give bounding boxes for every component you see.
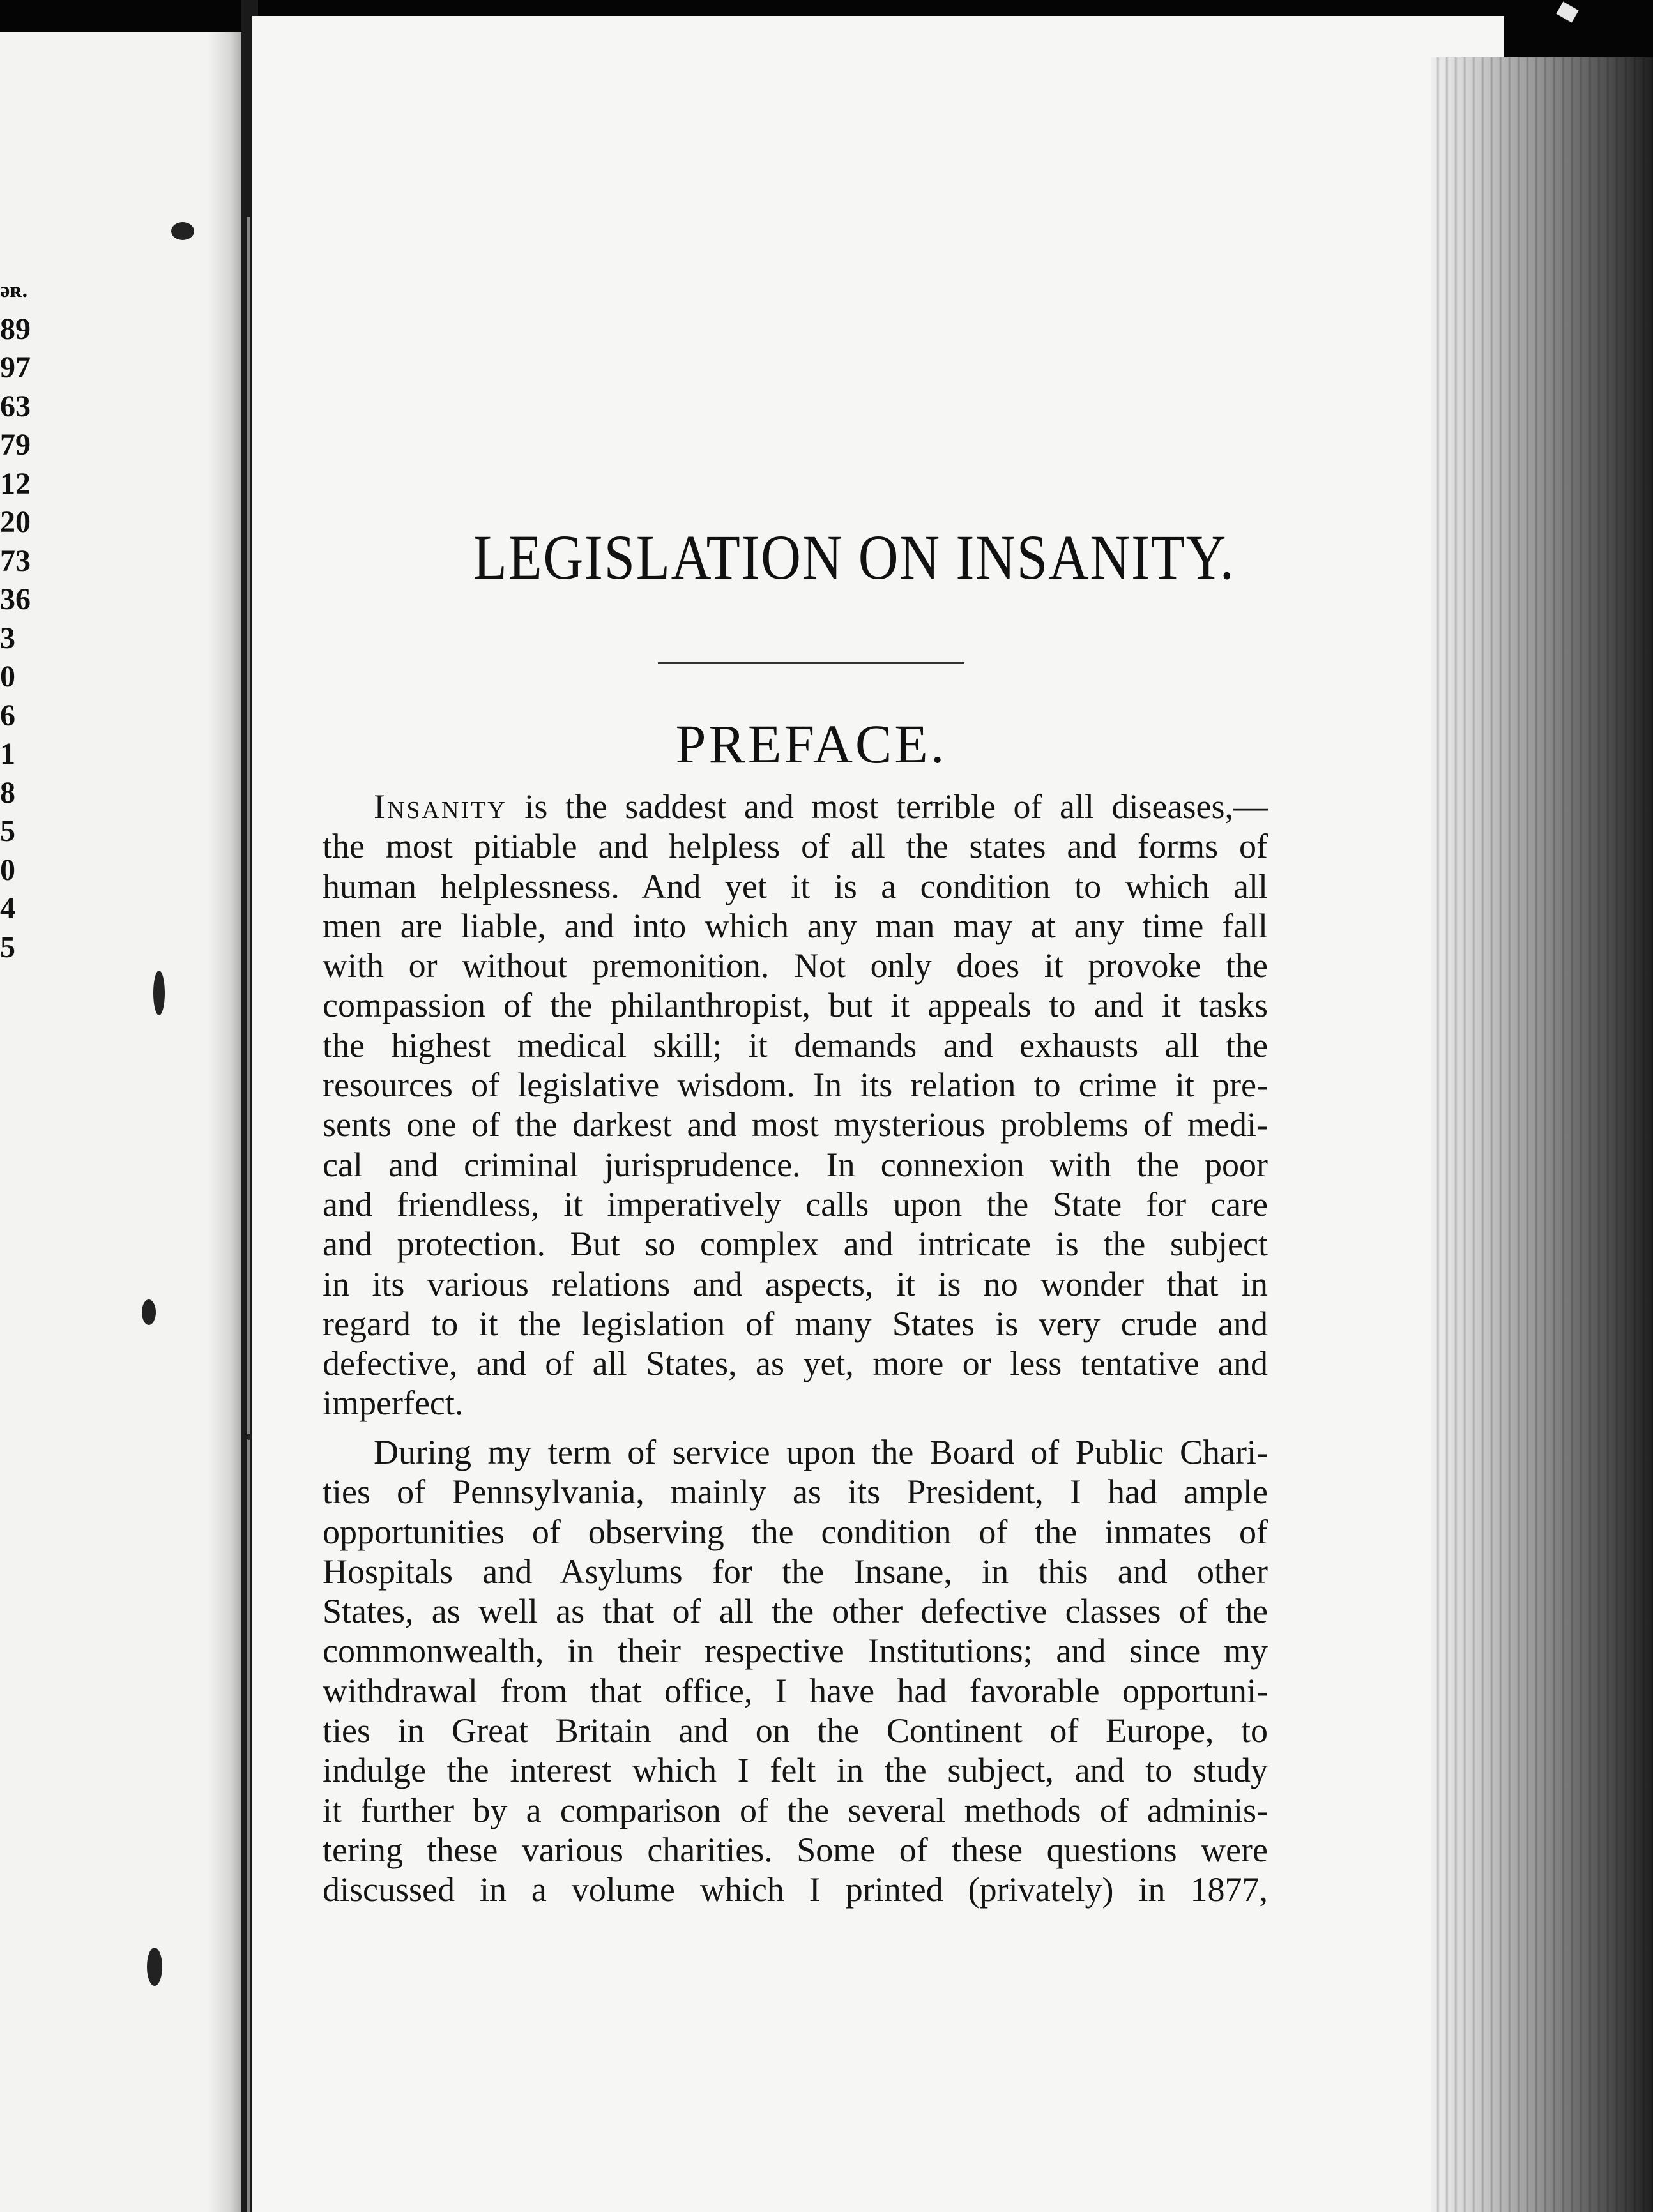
left-column-header: ǝʀ. <box>0 278 28 302</box>
text-line: Insanity is the saddest and most terrible of all diseases,— <box>374 787 1268 826</box>
left-number: 97 <box>0 351 31 384</box>
text-line: ties of Pennsylvania, mainly as its President, I had ample <box>323 1473 1268 1511</box>
left-number: 0 <box>0 660 15 693</box>
text-line: compassion of the philanthropist, but it appeals to and it tasks <box>323 986 1268 1025</box>
gutter-smudge <box>171 222 194 240</box>
text-line: During my term of service upon the Board of Public Chari- <box>374 1433 1268 1471</box>
gutter-smudge <box>246 1434 252 1440</box>
gutter-smudge <box>147 1948 162 1986</box>
text-line: in its various relations and aspects, it is no wonder that in <box>323 1264 1268 1303</box>
left-number: 73 <box>0 543 31 578</box>
preface-paragraph-1 <box>323 787 1268 1423</box>
text-line: with or without premonition. Not only does it provoke the <box>323 946 1268 985</box>
text-line: commonwealth, in their respective Institutions; and since my <box>323 1632 1268 1670</box>
text-line: and protection. But so complex and intricate is the subject <box>323 1225 1268 1264</box>
text-line: men are liable, and into which any man may at any time fall <box>323 906 1268 945</box>
text-line: discussed in a volume which I printed (privately) in 1877, <box>323 1870 1268 1909</box>
text-line: human helplessness. And yet it is a condition to which all <box>323 867 1268 905</box>
left-number: 89 <box>0 312 31 346</box>
text-line: resources of legislative wisdom. In its relation to crime it pre- <box>323 1066 1268 1105</box>
left-number: 3 <box>0 621 15 655</box>
text-line: indulge the interest which I felt in the subject, and to study <box>323 1751 1268 1790</box>
left-number: 63 <box>0 389 31 423</box>
left-page-shadow <box>208 32 246 2212</box>
left-number: 5 <box>0 814 15 848</box>
text-line: and friendless, it imperatively calls upon the State for care <box>323 1185 1268 1223</box>
text-line: it further by a comparison of the several methods of adminis- <box>323 1791 1268 1829</box>
gutter-smudge <box>153 971 165 1015</box>
text-line: imperfect. <box>323 1384 464 1423</box>
left-page-number-column <box>0 271 57 967</box>
drop-word: Insanity <box>374 787 507 826</box>
text-line: Hospitals and Asylums for the Insane, in this and other <box>323 1552 1268 1591</box>
left-number: 5 <box>0 930 15 964</box>
page-fore-edge <box>1431 57 1653 2212</box>
page-title: LEGISLATION ON INSANITY. <box>473 522 1235 593</box>
preface-heading: PREFACE. <box>675 713 947 775</box>
left-number: 6 <box>0 698 15 732</box>
text-line: defective, and of all States, as yet, more or less tentative and <box>323 1344 1268 1383</box>
gutter-spine <box>247 217 250 2212</box>
gutter-smudge <box>142 1299 156 1325</box>
title-divider <box>658 662 964 664</box>
text-line: sents one of the darkest and most mysterious problems of medi- <box>323 1105 1268 1144</box>
text-line: States, as well as that of all the other defective classes of the <box>323 1592 1268 1631</box>
corner-mark <box>1556 1 1578 22</box>
text-line: regard to it the legislation of many States is very crude and <box>323 1304 1268 1343</box>
text-line: withdrawal from that office, I have had favorable opportuni- <box>323 1671 1268 1710</box>
text-line: tering these various charities. Some of these questions were <box>323 1830 1268 1869</box>
left-number: 79 <box>0 428 31 462</box>
left-number: 12 <box>0 466 31 501</box>
left-number: 20 <box>0 505 31 539</box>
left-number: 36 <box>0 582 31 616</box>
text-line: the most pitiable and helpless of all the states and forms of <box>323 827 1268 866</box>
text-line: ties in Great Britain and on the Continent of Europe, to <box>323 1711 1268 1750</box>
text-line: the highest medical skill; it demands and exhausts all the <box>323 1026 1268 1064</box>
left-number: 8 <box>0 775 15 810</box>
left-number: 0 <box>0 852 15 887</box>
left-number: 1 <box>0 737 15 771</box>
left-page <box>0 32 246 2212</box>
preface-paragraph-2 <box>323 1432 1268 1910</box>
text-line: cal and criminal jurisprudence. In connexion with the poor <box>323 1145 1268 1184</box>
text-line: opportunities of observing the condition of the inmates of <box>323 1512 1268 1551</box>
left-number: 4 <box>0 891 15 925</box>
page-edge-stripes <box>1431 57 1653 2212</box>
